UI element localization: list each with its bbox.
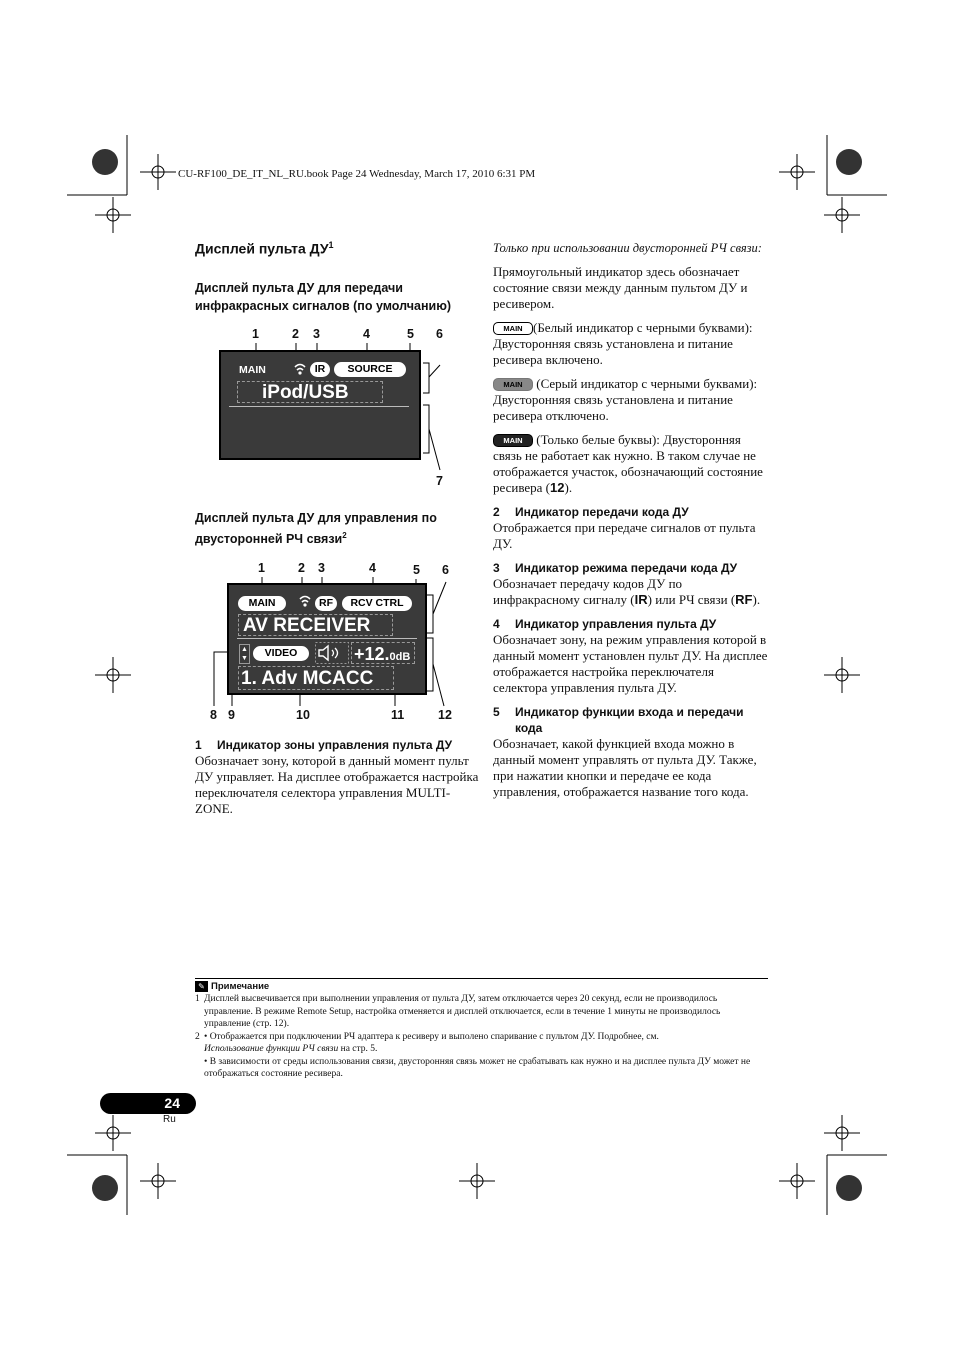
item-3-a: Обозначает передачу кодов ДУ по инфракрасному сигналу (	[493, 576, 683, 607]
note-pencil-icon: ✎	[195, 981, 208, 992]
main-indicator: MAIN	[238, 596, 286, 611]
subheading-ir: Дисплей пульта ДУ для передачи инфракрасных сигналов (по умолчанию)	[195, 281, 452, 313]
item-3-c: ).	[752, 592, 761, 607]
ir-display-figure	[195, 325, 475, 495]
subheading-rf	[195, 509, 480, 548]
callout-6: 6	[436, 327, 443, 341]
source-indicator: SOURCE	[334, 362, 406, 377]
item-5-text: Обозначает, какой функцией входа можно в данный момент управлять от пульта ДУ. Также, при нажатии кнопки и передаче ее кода управления, отображается название того кода.	[493, 736, 757, 799]
main-tag-dark: MAIN	[493, 434, 533, 447]
rf-lcd-screen	[227, 583, 427, 695]
item-3-number: 3	[493, 561, 500, 575]
callout-11: 11	[391, 708, 405, 722]
item-1-text: Обозначает зону, которой в данный момент пульт ДУ управляет. На дисплее отображается настройка переключателя селектора управления MULTI-ZONE.	[195, 753, 479, 816]
callout-10: 10	[296, 708, 310, 722]
item-1-number: 1	[195, 738, 202, 752]
item-4-text: Обозначает зону, на режим управления которой в данный момент установлен пульт ДУ. На дисплее отображается настройка переключателя селектора управления пульта ДУ.	[493, 632, 768, 695]
ir-lcd-screen	[219, 350, 421, 460]
callout-4: 4	[369, 561, 376, 575]
intro-text: Прямоугольный индикатор здесь обозначает состояние связи между данным пультом ДУ и ресивером.	[493, 264, 748, 311]
mcacc-readout: 1. Adv MCACC	[238, 666, 394, 690]
item-1	[195, 737, 480, 817]
callout-9: 9	[228, 708, 235, 722]
callout-7: 7	[436, 474, 443, 488]
callout-4: 4	[363, 327, 370, 341]
item-3-b: ) или РЧ связи (	[647, 592, 736, 607]
status-dark	[493, 432, 768, 496]
main-tag-gray: MAIN	[493, 378, 533, 391]
notes	[195, 981, 768, 1081]
section-title: Дисплей пульта ДУ	[195, 240, 329, 257]
ir-indicator: IR	[310, 362, 330, 377]
note-2-number: 2	[195, 1031, 200, 1042]
callout-5: 5	[413, 563, 420, 577]
ir-ref: IR	[634, 592, 648, 607]
main-indicator: MAIN	[239, 364, 266, 376]
status-dark-end: ).	[564, 480, 573, 495]
updown-arrows-icon: ▲ ▼	[239, 644, 250, 664]
section-heading	[195, 240, 475, 257]
callout-2: 2	[292, 327, 299, 341]
signal-icon	[293, 361, 307, 377]
item-1-title: Индикатор зоны управления пульта ДУ	[217, 738, 453, 752]
intro-italic: Только при использовании двусторонней РЧ связи:	[493, 241, 762, 255]
volume-value: +12.	[354, 644, 390, 664]
main-tag-white: MAIN	[493, 322, 533, 335]
note-1-number: 1	[195, 994, 200, 1004]
volume-unit: 0dB	[389, 651, 411, 663]
notes-divider	[195, 978, 768, 979]
callout-3: 3	[313, 327, 320, 341]
subheading-rf-text: Дисплей пульта ДУ для управления по двусторонней РЧ связи	[195, 511, 437, 547]
note-2-text	[204, 1031, 768, 1081]
callout-1: 1	[252, 327, 259, 341]
status-dark-text: (Только белые буквы): Двусторонняя связь не работает как нужно. В таком случае не отображается участок, обозначающий состояние ресивера (	[493, 432, 763, 495]
footnote-ref: 1	[328, 240, 334, 250]
footnote-ref-2: 2	[342, 531, 347, 540]
status-gray	[493, 376, 768, 424]
status-white-text: (Белый индикатор с черными буквами): Двусторонняя связь установлена и питание ресивера включено.	[493, 320, 753, 367]
note-2-c: • В зависимости от среды использования связи, двусторонняя связь может не срабатывать как нужно и на дисплее пульта ДУ может не отображаться состояние ресивера.	[204, 1056, 751, 1079]
function-name: iPod/USB	[237, 381, 383, 403]
callout-1: 1	[258, 561, 265, 575]
input-indicator: VIDEO	[253, 646, 309, 661]
zone-name: AV RECEIVER	[238, 614, 393, 636]
ref-12: 12	[550, 480, 565, 495]
print-header: CU-RF100_DE_IT_NL_RU.book Page 24 Wednesday, March 17, 2010 6:31 PM	[178, 168, 536, 180]
signal-icon	[298, 593, 312, 611]
status-gray-text: (Серый индикатор с черными буквами): Двусторонняя связь установлена и питание ресивера отключено.	[493, 376, 758, 423]
page-number: 24	[100, 1093, 196, 1114]
item-5-number: 5	[493, 705, 500, 719]
rf-indicator: RF	[315, 596, 337, 611]
rf-display-figure	[195, 558, 475, 728]
item-5-title: Индикатор функции входа и передачи кода	[515, 705, 744, 735]
item-4-number: 4	[493, 617, 500, 631]
divider-line	[229, 406, 409, 407]
note-2-link: Использование функции РЧ связи	[204, 1044, 339, 1054]
divider-line	[237, 638, 417, 639]
rf-ref: RF	[735, 592, 753, 607]
speaker-icon	[315, 642, 349, 664]
item-2-number: 2	[493, 505, 500, 519]
item-3-text	[493, 576, 768, 608]
right-column	[493, 240, 768, 800]
callout-2: 2	[298, 561, 305, 575]
item-2-title: Индикатор передачи кода ДУ	[515, 505, 689, 519]
callout-3: 3	[318, 561, 325, 575]
volume-readout	[351, 642, 415, 664]
language-code: Ru	[163, 1114, 176, 1125]
status-white	[493, 320, 768, 368]
notes-title: Примечание	[211, 981, 270, 992]
item-2-text: Отображается при передаче сигналов от пульта ДУ.	[493, 520, 756, 551]
rcv-ctrl-indicator: RCV CTRL	[342, 596, 412, 611]
item-3-title: Индикатор режима передачи кода ДУ	[515, 561, 738, 575]
item-4-title: Индикатор управления пульта ДУ	[515, 617, 717, 631]
note-2-b: на стр. 5.	[338, 1044, 378, 1054]
callout-8: 8	[210, 708, 217, 722]
callout-12: 12	[438, 708, 452, 722]
note-2-a: • Отображается при подключении РЧ адаптера к ресиверу и выполено спаривание с пультом ДУ. Подробнее, см.	[204, 1031, 659, 1042]
callout-5: 5	[407, 327, 414, 341]
note-1-text: Дисплей высвечивается при выполнении управления от пульта ДУ, затем отключается через 20 секунд, если не производилось управление. В режиме Remote Setup, настройка отменяется и дисплей отключается, если в течение 1 минуты не производилось управление (стр. 12).	[204, 994, 721, 1029]
callout-6: 6	[442, 563, 449, 577]
